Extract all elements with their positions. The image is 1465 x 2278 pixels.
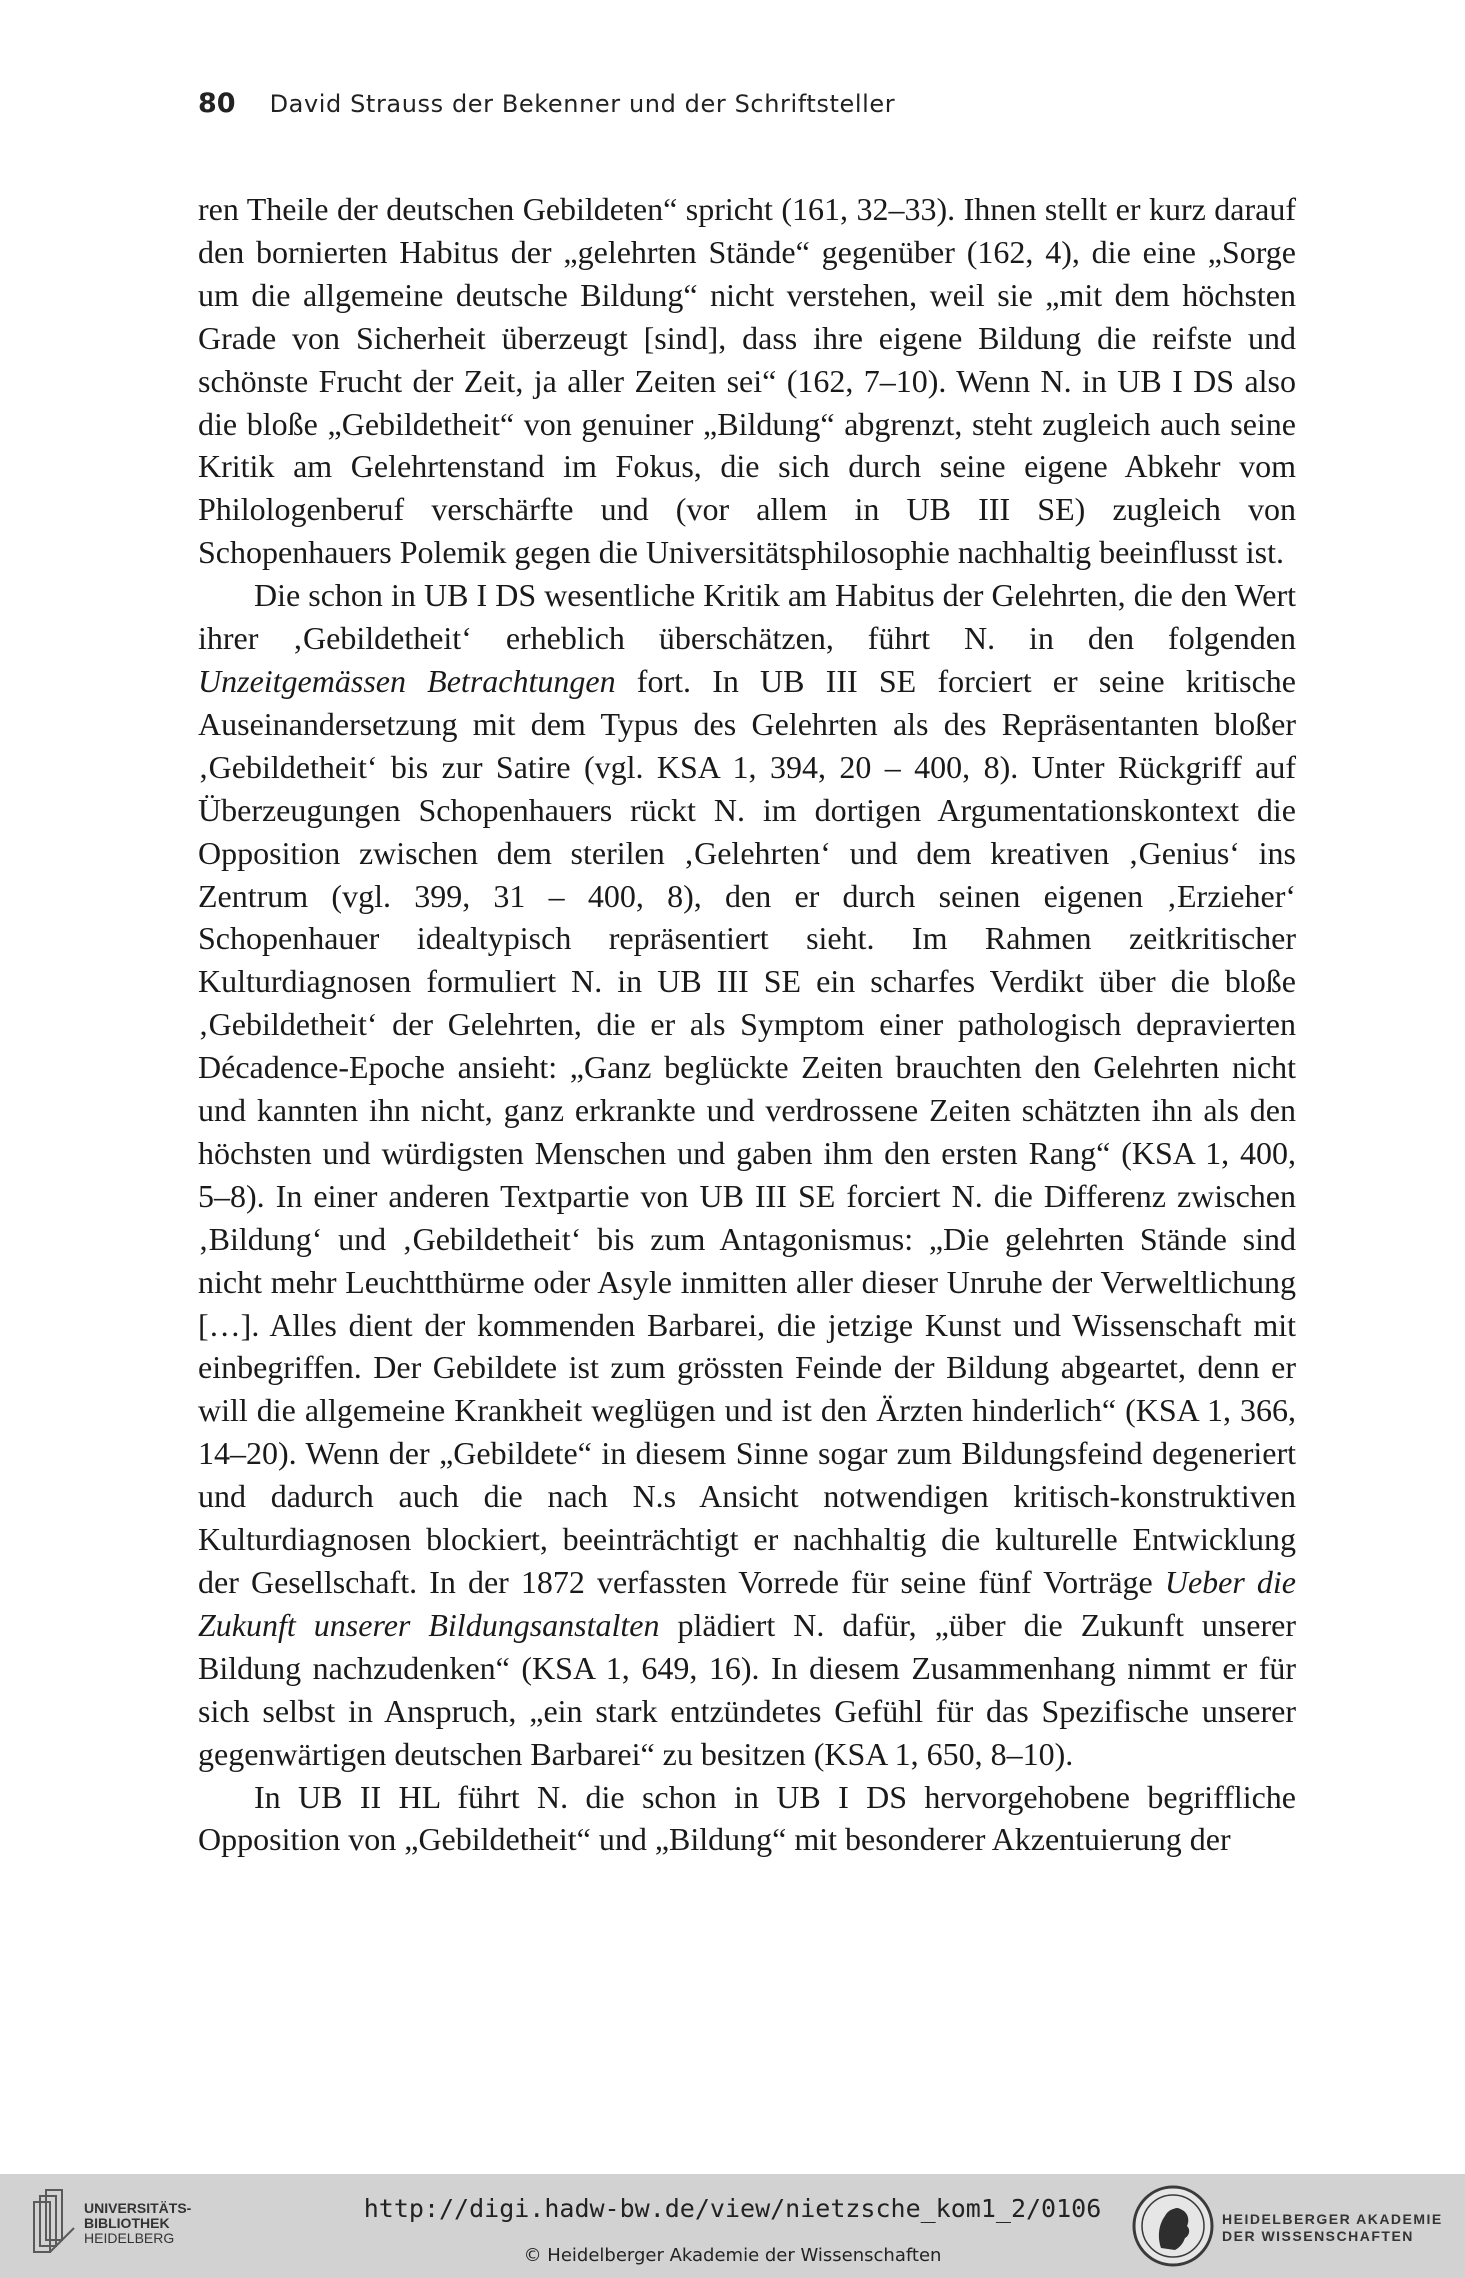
page-number: 80 bbox=[198, 88, 236, 119]
university-library-name: UNIVERSITÄTS- BIBLIOTHEK HEIDELBERG bbox=[84, 2200, 192, 2246]
italic-title-bildungsanstalten: Ueber die Zukunft unserer Bildungsanstalten bbox=[198, 1564, 1297, 1643]
text-run: plädiert N. dafür, „über die Zukunft unserer Bildung nachzudenken“ (KSA 1, 649, 16). In diesem Zusammenhang nimmt er für sich selbst in Anspruch, „ein stark entzündetes Gefühl für das Spezifische unserer gegenwärtigen deutschen Barbarei“ zu besitzen (KSA 1, 650, 8–10). bbox=[198, 1606, 1297, 1772]
text-run: Die schon in UB I DS wesentliche Kritik am Habitus der Gelehrten, die den Wert ihrer ‚Gebildetheit‘ erheblich überschätzen, führt N. in den folgenden bbox=[198, 577, 1296, 657]
academy-name: HEIDELBERGER AKADEMIE DER WISSENSCHAFTEN bbox=[1222, 2211, 1443, 2244]
copyright-notice: © Heidelberger Akademie der Wissenschaften bbox=[523, 2245, 942, 2266]
running-header bbox=[198, 88, 895, 119]
paragraph-3 bbox=[198, 1776, 1296, 1862]
paragraph-2 bbox=[198, 574, 1296, 1775]
body-text bbox=[198, 188, 1296, 1861]
text-run: In UB II HL führt N. die schon in UB I DS hervorgehobene begriffliche Opposition von „Gebildetheit“ und „Bildung“ mit besonderer Akzentuierung der bbox=[198, 1778, 1296, 1858]
running-title: David Strauss der Bekenner und der Schriftsteller bbox=[269, 90, 896, 118]
academy-seal-icon bbox=[1131, 2184, 1215, 2268]
text-run: fort. In UB III SE forciert er seine kritische Auseinandersetzung mit dem Typus des Gelehrten als des Repräsentanten bloßer ‚Gebildetheit‘ bis zur Satire (vgl. KSA 1, 394, 20 – 400, 8). Unter Rückgriff auf Überzeugungen Schopenhauers rückt N. im dortigen Argumentationskontext die Opposition zwischen dem sterilen ‚Gelehrten‘ und dem kreativen ‚Genius‘ ins Zentrum (vgl. 399, 31 – 400, 8), den er durch seinen eigenen ‚Erzieher‘ Schopenhauer idealtypisch repräsentiert sieht. Im Rahmen zeitkritischer Kulturdiagnosen formuliert N. in UB III SE ein scharfes Verdikt über die bloße ‚Gebildetheit‘ der Gelehrten, die er als Symptom einer pathologisch depravierten Décadence-Epoche ansieht: „Ganz beglückte Zeiten brauchten den Gelehrten nicht und kannten ihn nicht, ganz erkrankte und verdrossene Zeiten schätzten ihn als den höchsten und würdigsten Menschen und gaben ihm den ersten Rang“ (KSA 1, 400, 5–8). In einer anderen Textpartie von UB III SE forciert N. die Differenz zwischen ‚Bildung‘ und ‚Gebildetheit‘ bis zum Antagonismus: „Die gelehrten Stände sind nicht mehr Leuchtthürme oder Asyle inmitten aller dieser Unruhe der Verweltlichung […]. Alles dient der kommenden Barbarei, die jetzige Kunst und Wissenschaft mit einbegriffen. Der Gebildete ist zum grössten Feinde der Bildung abgeartet, denn er will die allgemeine Krankheit weglügen und ist den Ärzten hinderlich“ (KSA 1, 366, 14–20). Wenn der „Gebildete“ in diesem Sinne sogar zum Bildungsfeind degeneriert und dadurch auch die nach N.s Ansicht notwendigen kritisch-konstruktiven Kulturdiagnosen blockiert, beeinträchtigt er nachhaltig die kulturelle Entwicklung der Gesellschaft. In der 1872 verfassten Vorrede für seine fünf Vorträge bbox=[198, 662, 1297, 1600]
source-url-link[interactable]: http://digi.hadw-bw.de/view/nietzsche_kom1_2/0106 bbox=[363, 2194, 1102, 2223]
digitization-footer bbox=[0, 2174, 1465, 2278]
paragraph-1 bbox=[198, 188, 1296, 574]
text-run: ren Theile der deutschen Gebildeten“ spricht (161, 32–33). Ihnen stellt er kurz darauf den bornierten Habitus der „gelehrten Stände“ gegenüber (162, 4), die eine „Sorge um die allgemeine deutsche Bildung“ nicht verstehen, weil sie „mit dem höchsten Grade von Sicherheit überzeugt [sind], dass ihre eigene Bildung die reifste und schönste Frucht der Zeit, ja aller Zeiten sei“ (162, 7–10). Wenn N. in UB I DS also die bloße „Gebildetheit“ von genuiner „Bildung“ abgrenzt, steht zugleich auch seine Kritik am Gelehrtenstand im Fokus, die sich durch seine eigene Abkehr vom Philologenberuf verschärfte und (vor allem in UB III SE) zugleich von Schopenhauers Polemik gegen die Universitätsphilosophie nachhaltig beeinflusst ist. bbox=[198, 191, 1296, 571]
italic-title-unzeitgemaesse: Unzeitgemässen Betrachtungen bbox=[198, 662, 616, 699]
